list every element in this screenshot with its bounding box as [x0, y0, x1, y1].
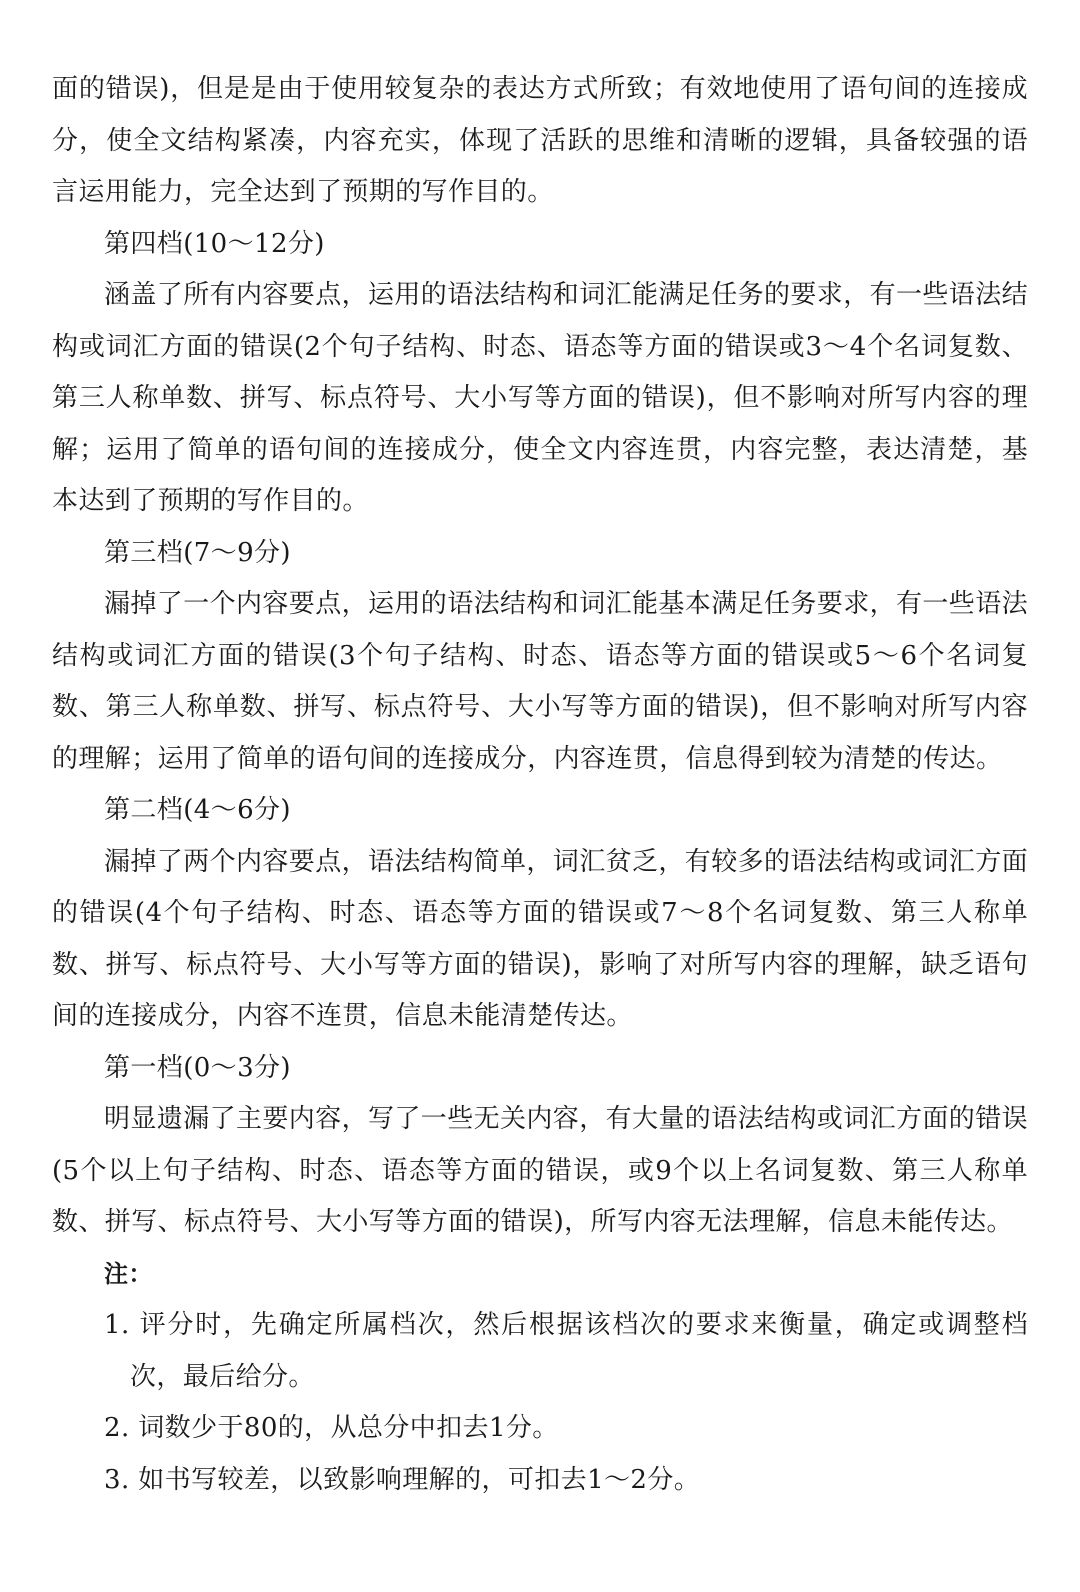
note-item: 3. 如书写较差，以致影响理解的，可扣去1～2分。	[104, 1464, 701, 1495]
level-one-description: 明显遗漏了主要内容，写了一些无关内容，有大量的语法结构或词汇方面的错误(5个以上句子结构、时态、语态等方面的错误，或9个以上名词复数、第三人称单数、拼写、标点符号、大小写等方面的错误)，所写内容无法理解，信息未能传达。	[52, 1104, 1029, 1237]
notes-title: 注：	[104, 1259, 153, 1288]
level-four-heading: 第四档(10～12分)	[104, 228, 325, 259]
intro-continuation-paragraph: 面的错误)，但是是由于使用较复杂的表达方式所致；有效地使用了语句间的连接成分，使全文结构紧凑，内容充实，体现了活跃的思维和清晰的逻辑，具备较强的语言运用能力，完全达到了预期的写作目的。	[52, 74, 1028, 207]
level-three-section	[52, 528, 1028, 786]
document-page	[52, 64, 1028, 1506]
level-two-heading: 第二档(4～6分)	[104, 795, 291, 825]
notes-section	[52, 1249, 1028, 1507]
level-two-section	[52, 785, 1028, 1043]
level-one-heading: 第一档(0～3分)	[104, 1052, 291, 1083]
note-item: 1. 评分时，先确定所属档次，然后根据该档次的要求来衡量，确定或调整档次，最后给分。	[104, 1310, 1028, 1392]
level-four-description: 涵盖了所有内容要点，运用的语法结构和词汇能满足任务的要求，有一些语法结构或词汇方面的错误(2个句子结构、时态、语态等方面的错误或3～4个名词复数、第三人称单数、拼写、标点符号、大小写等方面的错误)，但不影响对所写内容的理解；运用了简单的语句间的连接成分，使全文内容连贯，内容完整，表达清楚，基本达到了预期的写作目的。	[52, 280, 1029, 516]
level-four-section	[52, 219, 1028, 528]
level-one-section	[52, 1043, 1028, 1249]
level-two-description: 漏掉了两个内容要点，语法结构简单，词汇贫乏，有较多的语法结构或词汇方面的错误(4个句子结构、时态、语态等方面的错误或7～8个名词复数、第三人称单数、拼写、标点符号、大小写等方面的错误)，影响了对所写内容的理解，缺乏语句间的连接成分，内容不连贯，信息未能清楚传达。	[52, 846, 1029, 1031]
level-three-heading: 第三档(7～9分)	[104, 537, 291, 568]
level-three-description: 漏掉了一个内容要点，运用的语法结构和词汇能基本满足任务要求，有一些语法结构或词汇方面的错误(3个句子结构、时态、语态等方面的错误或5～6个名词复数、第三人称单数、拼写、标点符号、大小写等方面的错误)，但不影响对所写内容的理解；运用了简单的语句间的连接成分，内容连贯，信息得到较为清楚的传达。	[52, 589, 1029, 774]
note-item: 2. 词数少于80的，从总分中扣去1分。	[104, 1413, 559, 1443]
